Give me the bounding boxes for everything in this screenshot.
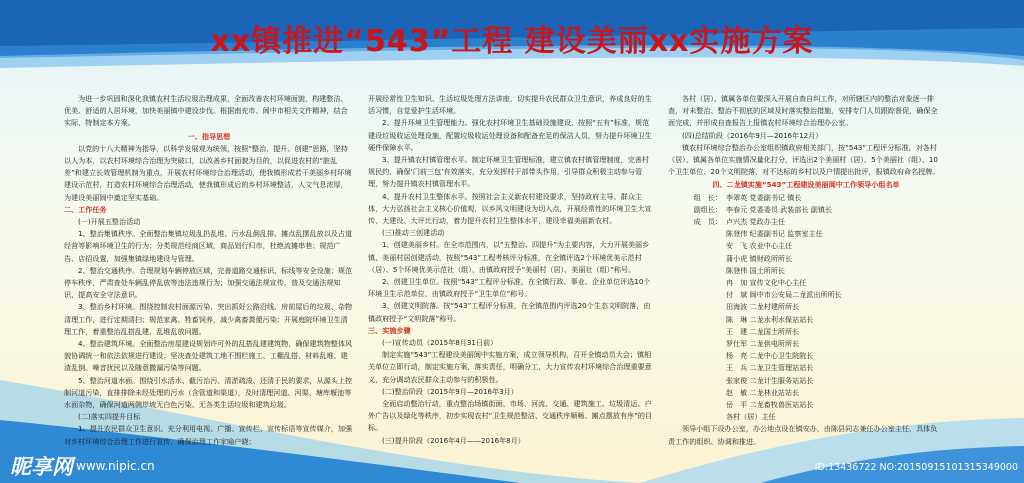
roster-row [668,216,944,228]
roster-role [668,338,726,350]
roster-role [668,289,726,301]
roster-row [668,387,944,399]
watermark-id: ID:13436722 NO:20150915101315349000 [814,462,1018,473]
roster-member: 李春元 党委委员 武装部长 副镇长 [726,204,833,214]
roster-member: 赵 敏 二龙林业站站长 [726,387,800,397]
roster-member: 蒲小虎 镇财政所所长 [726,253,793,263]
paragraph: (二)整治阶段（2015年9月—2016年3月） [382,386,518,396]
paragraph: 各村（居）、镇属各单位要深入开展自查自纠工作，对所辖区内的整治对象逐一排查，对未整治、整治不彻底的区域及时落实整治措施，安排专门人员跟踪督促，确保全面完成，并形成自查报告上报镇农村环境综合治理办公室。 [668,94,938,128]
paragraph: 3、整治乡村环境。围绕控制农村面源污染，突出抓好公路沿线、房前屋后的垃圾、杂物清理工作，进行定期清扫；规范家禽、牲畜饲养，减少禽畜粪便污染；开展庭院环境卫生清理工作，着重整治乱搭乱建、乱堆乱放问题。 [64,302,353,336]
roster-role: 组 长： [693,192,722,202]
roster-member: 杨 亮 二龙中心卫生院院长 [726,351,814,361]
column-3-paragraphs [668,93,944,192]
roster-member: 陈登伟 国土所所长 [726,265,786,275]
roster-member: 王 建 二龙国土所所长 [726,326,800,336]
paragraph: 镇农村环境综合整治办公室组织镇政府相关部门，按“543”工程评分标准，对各村（居）、镇属各单位实施情况量化打分，评选出2个美丽村（居）、5个美丽社（组）、10个卫生单位、20个文明院落，对不达标的乡村以及户情提出批评，报镇政府命名授牌。 [668,142,940,177]
roster-row [668,289,944,301]
roster-member: 付 斌 阆中市公安局二龙派出所所长 [726,290,842,300]
roster-role [668,253,726,265]
watermark-url: www.nipic.cn [76,459,155,473]
roster-row [668,301,944,313]
paragraph: 制定实施“543”工程建设美丽阆中实施方案，成立领导机构，召开全镇动员大会；镇相关单位立即行动，制定实施方案，落实责任，明确分工，大力宣传农村环境综合治理重要意义，充分调动农民群众主动参与的积极性。 [368,350,652,384]
roster-member: 卢兴杰 党政办主任 [726,217,786,227]
roster-role [668,265,726,277]
roster-member: 罗仕军 二龙供电所所长 [726,339,800,349]
roster-row [668,253,944,265]
roster-row [668,399,944,411]
paragraph: 1、整治集镇秩序。全面整治集镇垃圾乱扔乱堆、污水乱倒乱排、摊点乱摆乱放以及占道经营等影响环境卫生的行为；分类规范经商区域，商品划行归市，杜绝流摊串巷；规范广告、店招设置，加强集镇绿地建设与管理。 [64,229,353,263]
roster-row [668,314,944,326]
paragraph: (三)推动三创建活动 [382,228,445,238]
paragraph: 2、整治交通秩序。合理规划车辆停放区域，完善道路交通标识、标线等安全设施；规范停车秩序，严肃查处车辆乱停乱放等违法违规行为；加强交通法规宣传，普及交通法规知识，提高安全守法意识。 [64,265,353,300]
roster-row [668,204,944,216]
text-column-3 [668,93,944,448]
roster-role [668,350,726,362]
roster-role [668,277,726,289]
roster-role [668,362,726,374]
leadership-roster [668,192,944,424]
roster-member: 岳 平 二龙畜牧兽医站站长 [726,400,814,410]
paragraph: 4、提升农村卫生整体水平。按照社会主义新农村建设要求，坚持政府主导、群众主体，大力弘扬社会主义核心价值观，以乡风文明建设为切入点，开展经常性的环境卫生大宣传、大建设、大评比行动，着力提升农村卫生整体水平，建设幸福美丽新农村。 [368,191,652,226]
roster-row [668,338,944,350]
roster-row [668,350,944,362]
roster-role [668,399,726,411]
paragraph: 3、提升镇农村镇管理水平。制定环境卫生管理标准，建立镇农村镇管理制度，完善村规民约，确保‘门前三包’有效落实，充分发挥村干部带头作用，引导群众积极主动参与管理，努力提升镇农村镇管理水平。 [368,155,649,189]
roster-member: 王 兵 二龙卫生管理站站长 [726,363,814,373]
text-column-2 [368,93,654,447]
roster-row [668,240,944,252]
paragraph: 为进一步巩固和深化我镇农村生活垃圾治理成果，全面改善农村环境面貌，构建整洁、优美、舒适的人居环境，加快美丽镇中建设步伐。根据南充市、阆中市相关文件精神，结合实际，特制定本方案。 [64,94,348,128]
paragraph: 全面启动整治行动，重点整治场镇街面、市场、河流、交通、建筑施工、垃圾清运、户外广告以及绿化等秩序，初步实现农村“卫生规范整洁、交通秩序顺畅、摊点摆放有序”的目标。 [368,399,653,433]
paragraph: 开展经常性卫生知识、生活垃圾处理方法讲座，切实提升农民群众卫生意识，养成良好的生活习惯，自觉爱护生活环境。 [368,94,652,116]
paragraph: 1、创建美丽乡村。在全市范围内，以“五整治、四提升”为主要内容，大力开展美丽乡镇、美丽村居创建活动，按照“543”工程考核评分标准，在全镇评选2个环境优美示范村（居）、5个环境优美示范社（组），由镇政府授予“美丽村（居）、美丽社（组）”称号。 [368,240,650,274]
roster-row [668,277,944,289]
paragraph: (二)落实四提升目标 [78,412,141,422]
paragraph: (一)宣传动员（2015年8月31日前） [382,338,498,348]
paragraph: (一)开展五整治活动 [78,217,141,227]
roster-role [668,387,726,399]
paragraph: 3、创建文明院落。按“543”工程评分标准，在全镇范围内评选20个生态文明院落，由镇政府授予“文明院落”称号。 [368,301,651,323]
roster-role [668,326,726,338]
section-heading: 四、二龙镇实施“543”工程建设美丽阆中工作领导小组名单 [712,180,900,190]
roster-role [668,375,726,387]
roster-role [668,301,726,313]
paragraph: (四)总结阶段（2016年9月—2016年12月） [682,130,823,140]
roster-member: 冉 加 宣传文化中心主任 [726,278,807,288]
paragraph: 1、提升农民群众卫生意识。充分利用电视、广播、宣传栏、宣传标语等宣传媒介，加强对乡村环境综合治理工作进行宣传，确保治理工作家喻户晓； [64,424,353,446]
roster-row [668,362,944,374]
roster-row [668,265,944,277]
paragraph: (三)提升阶段（2016年4月——2016年8月） [382,435,525,445]
roster-role: 副组长： [693,204,722,214]
roster-member: 各村（居）主任 [726,412,776,422]
roster-member: 陈登伟 纪委副书记 监察室主任 [726,229,823,239]
roster-member: 陈 琳 二龙水利水保站站长 [726,314,814,324]
paragraph: 2、创建卫生单位。按照“543”工程评分标准，在全镇行政、事业、企业单位评选10个环境卫生示范单位，由镇政府授予“卫生单位”称号。 [368,277,651,299]
roster-row [668,192,944,204]
paragraph: 2、提升环境卫生管理能力。强化农村环境卫生基础设施建设，按照“五有”标准，规范建设垃圾收运处理设施，配置垃圾收运处理设备和配备充足的保洁人员，努力提升环境卫生硬件保障水平。 [368,118,652,152]
roster-role [668,411,726,423]
watermark-logo: 昵享网 [10,455,73,479]
roster-role: 成 员： [693,217,722,227]
roster-member: 张家俊 二龙计生服务站站长 [726,375,814,385]
roster-member: 田海波 二龙村建所所长 [726,302,800,312]
roster-role [668,314,726,326]
roster-member: 李翠英 党委副书记 镇长 [726,192,802,202]
roster-row [668,375,944,387]
section-heading: 三、实施步骤 [368,325,411,335]
page-title: xx镇推进“543”工程 建设美丽xx实施方案 [210,24,814,59]
paragraph: 5、整治河道水面。围绕引水活水、截污治污、清淤疏浚、还清于民的要求，从源头上控制河道污染，直排排除未经处理的污水（含管道和渠道），及时清理河道、河渠、塘库堰池等水面杂物，确保河道两侧岸坡无白色污染、无各类生活垃圾和建筑垃圾。 [64,375,353,410]
text-column-1 [64,93,354,448]
roster-row [668,228,944,240]
section-heading: 二、工作任务 [64,204,107,214]
roster-row [668,411,944,423]
office-note: 领导小组下设办公室，办公地点设在镇安办，由陈县同志兼任办公室主任，具体负责工作的组织、协调和推进。 [668,424,938,446]
roster-role [668,228,726,240]
roster-row [668,326,944,338]
paragraph: 以党的十八大精神为指导，以科学发展观为统领，按照“整治、提升、创建”思路，坚持以人为本，以农村环境综合治理为突破口，以改善乡村面貌为目的，以促进农村的“脏乱差”和建立长效管理机制为重点，开展农村环境综合治理活动，使我镇形成若干美丽乡村环境建设示范村，打造农村环境综合治理活动，使我镇形成后的乡村环境整洁，人文气息浓厚，为建设美丽阆中奠定坚实基础。 [64,143,352,202]
roster-member: 安 飞 农业中心主任 [726,241,793,251]
paragraph: 4、整治建筑环境。全面整治房屋建设规划许可外的乱搭乱建建筑物，确保建筑物整体风貌协调统一和依法依规进行建设；坚决查处建筑工地不围栏施工、工棚乱搭、材料乱堆、建渣乱倒、噪音扰民以及随意撒漏污染等问题。 [64,339,353,373]
roster-role [668,240,726,252]
section-heading: 一、指导思想 [187,131,231,141]
